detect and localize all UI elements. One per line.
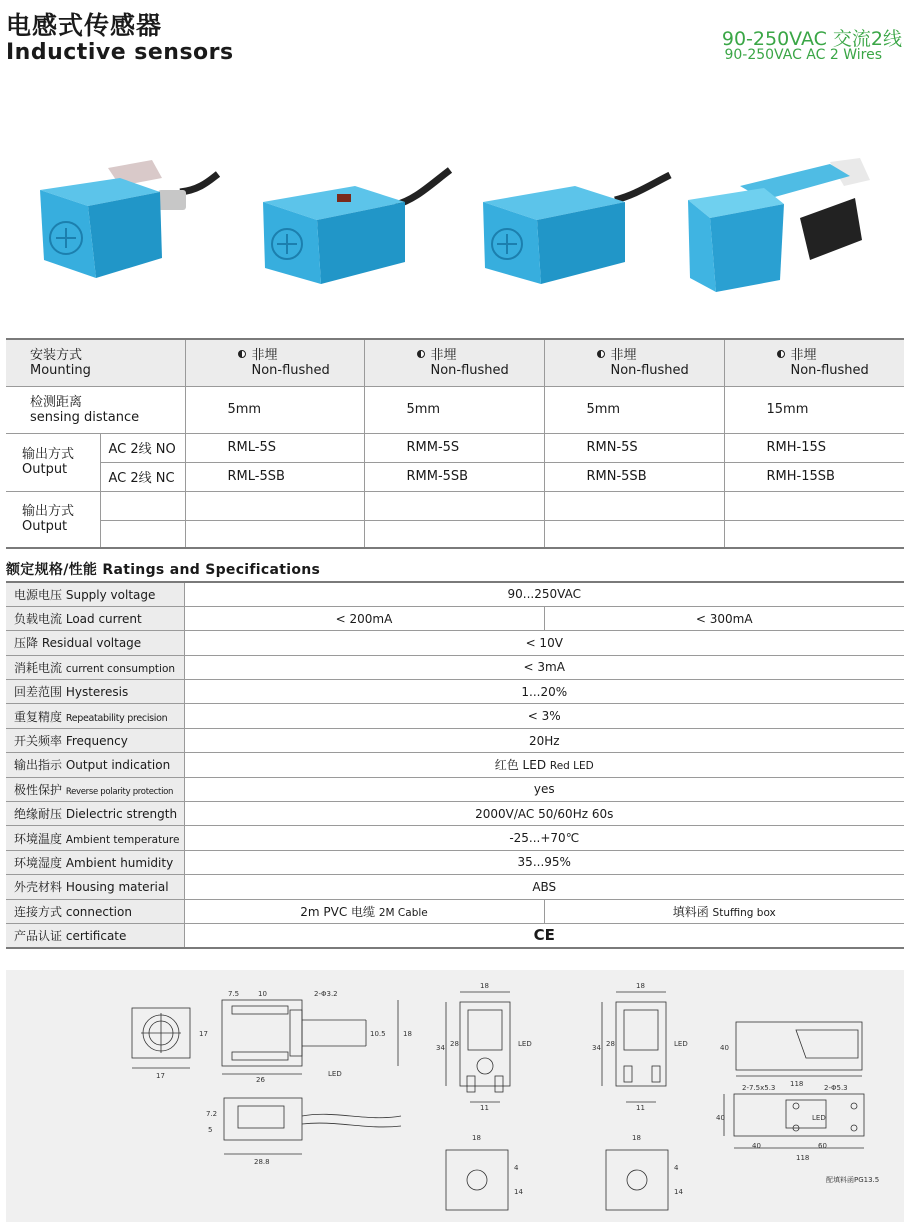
spec-label: 环境湿度 Ambient humidity <box>6 850 184 874</box>
model-nc: RMH-15SB <box>724 462 904 491</box>
spec-label: 连接方式 connection <box>6 899 184 923</box>
dim-label: 60 <box>818 1142 827 1150</box>
dim-label: 28.8 <box>254 1158 270 1166</box>
spec-row-polarity <box>6 777 904 801</box>
spec-value-a: 2m PVC 电缆 2M Cable <box>184 899 544 923</box>
model-nc: RMN-5SB <box>544 462 724 491</box>
empty-cell <box>185 520 364 548</box>
spec-label: 极性保护 Reverse polarity protection <box>6 777 184 801</box>
spec-value: 90...250VAC <box>184 582 904 606</box>
spec-row-repeat <box>6 704 904 728</box>
mounting-cell: 非埋 Non-flushed <box>364 339 544 386</box>
specs-title: 额定规格/性能 Ratings and Specifications <box>6 562 321 578</box>
spec-label: 重复精度 Repeatability precision <box>6 704 184 728</box>
dim-label: 17 <box>199 1030 208 1038</box>
dim-label: 10 <box>258 990 267 998</box>
dim-label: 4 <box>674 1164 679 1172</box>
dim-label: 7.2 <box>206 1110 218 1118</box>
spec-value: 1...20% <box>184 680 904 704</box>
dim-label: 2-7.5x5.3 <box>742 1084 776 1092</box>
dim-label: 118 <box>790 1080 804 1088</box>
no-label: AC 2线 NO <box>100 433 185 462</box>
half-circle-icon <box>777 350 785 358</box>
dim-label: 配填料函PG13.5 <box>826 1176 880 1184</box>
spec-label: 环境温度 Ambient temperature <box>6 826 184 850</box>
dim-label: LED <box>674 1040 688 1048</box>
dim-label: 118 <box>796 1154 810 1162</box>
spec-value: < 3mA <box>184 655 904 679</box>
model-no: RMN-5S <box>544 433 724 462</box>
spec-value: 红色 LED Red LED <box>184 753 904 777</box>
dim-label: 40 <box>752 1142 761 1150</box>
dim-label: 4 <box>514 1164 519 1172</box>
spec-label: 开关频率 Frequency <box>6 728 184 752</box>
spec-row-frequency <box>6 728 904 752</box>
spec-row-certificate <box>6 923 904 947</box>
model-selection-table <box>6 338 904 549</box>
model-nc: RML-5SB <box>185 462 364 491</box>
spec-label: 产品认证 certificate <box>6 923 184 947</box>
spec-value: < 10V <box>184 631 904 655</box>
output-label-2: 输出方式 Output <box>6 491 100 548</box>
page-title-en: Inductive sensors <box>6 40 234 65</box>
model-no: RML-5S <box>185 433 364 462</box>
spec-value: 20Hz <box>184 728 904 752</box>
spec-label: 绝缘耐压 Dielectric strength <box>6 802 184 826</box>
dim-label: LED <box>812 1114 826 1122</box>
distance-label: 检测距离 sensing distance <box>6 386 185 433</box>
half-circle-icon <box>238 350 246 358</box>
spec-label: 电源电压 Supply voltage <box>6 582 184 606</box>
dim-label: 2-Φ3.2 <box>314 990 338 998</box>
spec-label: 负载电流 Load current <box>6 606 184 630</box>
empty-cell <box>100 520 185 548</box>
spec-value: yes <box>184 777 904 801</box>
empty-cell <box>364 520 544 548</box>
dim-label: 11 <box>480 1104 489 1112</box>
sensor-photo-rmm <box>255 150 455 310</box>
empty-cell <box>724 491 904 520</box>
spec-value: 35...95% <box>184 850 904 874</box>
dim-label: 34 <box>436 1044 445 1052</box>
model-no: RMH-15S <box>724 433 904 462</box>
product-photos <box>0 130 910 320</box>
spec-row-temperature <box>6 826 904 850</box>
spec-label: 压降 Residual voltage <box>6 631 184 655</box>
voltage-label-en: 90-250VAC AC 2 Wires <box>724 47 882 63</box>
spec-value: < 3% <box>184 704 904 728</box>
drawing-canvas <box>6 970 904 1222</box>
dim-label: 28 <box>606 1040 615 1048</box>
distance-cell: 5mm <box>364 386 544 433</box>
dim-label: 18 <box>636 982 645 990</box>
spec-value-b: < 300mA <box>544 606 904 630</box>
dim-label: 14 <box>514 1188 523 1196</box>
spec-row-humidity <box>6 850 904 874</box>
dim-label: 18 <box>403 1030 412 1038</box>
empty-cell <box>544 520 724 548</box>
empty-cell <box>544 491 724 520</box>
dim-label: 18 <box>480 982 489 990</box>
mounting-label: 安装方式 Mounting <box>6 339 185 386</box>
dim-label: 26 <box>256 1076 265 1084</box>
dim-label: 2-Φ5.3 <box>824 1084 848 1092</box>
mounting-cell: 非埋 Non-flushed <box>544 339 724 386</box>
empty-cell <box>100 491 185 520</box>
spec-value-a: < 200mA <box>184 606 544 630</box>
ce-mark: CE <box>184 923 904 947</box>
spec-row-consumption <box>6 655 904 679</box>
output-label: 输出方式 Output <box>6 433 100 491</box>
distance-cell: 5mm <box>544 386 724 433</box>
dim-label: 17 <box>156 1072 165 1080</box>
page-title-cn: 电感式传感器 <box>6 11 163 40</box>
sensor-photo-rmn <box>475 150 675 310</box>
spec-row-residual <box>6 631 904 655</box>
model-nc: RMM-5SB <box>364 462 544 491</box>
spec-row-connection <box>6 899 904 923</box>
dim-label: 18 <box>632 1134 641 1142</box>
spec-value: -25...+70℃ <box>184 826 904 850</box>
dim-label: 11 <box>636 1104 645 1112</box>
dim-label: 10.5 <box>370 1030 386 1038</box>
specs-table <box>6 581 904 949</box>
spec-label: 回差范围 Hysteresis <box>6 680 184 704</box>
model-no: RMM-5S <box>364 433 544 462</box>
spec-label: 输出指示 Output indication <box>6 753 184 777</box>
spec-row-hysteresis <box>6 680 904 704</box>
empty-cell <box>724 520 904 548</box>
mounting-cell: 非埋 Non-flushed <box>724 339 904 386</box>
distance-cell: 5mm <box>185 386 364 433</box>
dim-label: 18 <box>472 1134 481 1142</box>
empty-cell <box>364 491 544 520</box>
dim-label: 40 <box>720 1044 729 1052</box>
empty-cell <box>185 491 364 520</box>
dimension-drawings <box>6 970 904 1222</box>
voltage-label-cn: 90-250VAC 交流2线 <box>721 28 902 50</box>
spec-value-b: 填料函 Stuffing box <box>544 899 904 923</box>
dim-label: 40 <box>716 1114 725 1122</box>
dim-label: LED <box>518 1040 532 1048</box>
spec-row-housing <box>6 875 904 899</box>
dim-label: 7.5 <box>228 990 240 998</box>
dim-label: 5 <box>208 1126 213 1134</box>
dim-label: 28 <box>450 1040 459 1048</box>
nc-label: AC 2线 NC <box>100 462 185 491</box>
spec-row-dielectric <box>6 802 904 826</box>
dim-label: 14 <box>674 1188 683 1196</box>
distance-cell: 15mm <box>724 386 904 433</box>
half-circle-icon <box>417 350 425 358</box>
spec-label: 外壳材料 Housing material <box>6 875 184 899</box>
spec-row-indication <box>6 753 904 777</box>
spec-label: 消耗电流 current consumption <box>6 655 184 679</box>
dim-label: 34 <box>592 1044 601 1052</box>
spec-row-supply <box>6 582 904 606</box>
spec-value: 2000V/AC 50/60Hz 60s <box>184 802 904 826</box>
spec-value: ABS <box>184 875 904 899</box>
half-circle-icon <box>597 350 605 358</box>
spec-row-load <box>6 606 904 630</box>
sensor-photo-rml <box>30 150 220 310</box>
mounting-cell: 非埋 Non-flushed <box>185 339 364 386</box>
sensor-photo-rmh <box>680 140 890 310</box>
dim-label: LED <box>328 1070 342 1078</box>
